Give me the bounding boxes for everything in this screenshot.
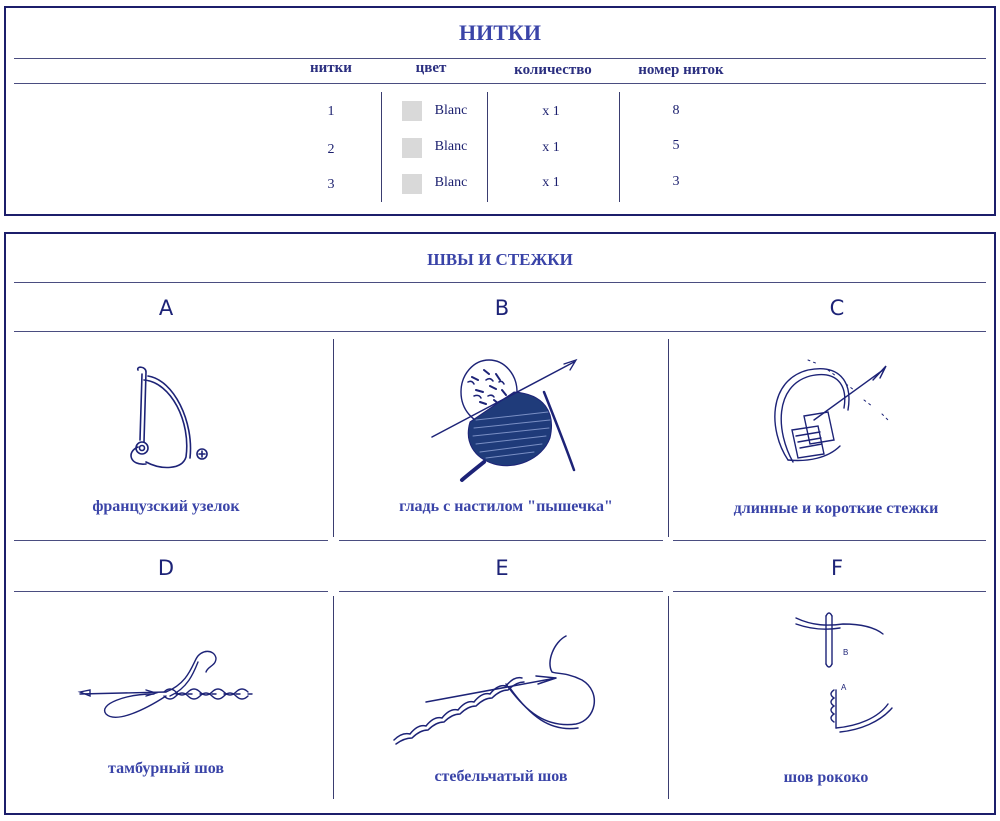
french-knot-icon: [116, 362, 226, 472]
stitch-caption-e: стебельчатый шов: [434, 768, 568, 785]
table-col-sep-2: [487, 92, 488, 202]
stem-stitch-icon: [386, 632, 606, 752]
row-1-bottom-divider-a: [14, 540, 328, 541]
letters-row-2-divider-c: [673, 591, 986, 592]
stitch-letter-a: A: [158, 296, 174, 320]
table-row-1-thread: 1: [327, 104, 335, 119]
stitch-caption-a: французский узелок: [92, 498, 240, 515]
stitch-caption-c: длинные и короткие стежки: [733, 500, 939, 517]
header-color: цвет: [415, 60, 447, 76]
table-row-3-color: Blanc: [434, 175, 468, 190]
table-row-1-quantity: x 1: [542, 104, 560, 119]
table-row-3-quantity: x 1: [542, 175, 560, 190]
padded-satin-stitch-icon: [424, 352, 584, 482]
table-col-sep-3: [619, 92, 620, 202]
stitch-letter-d: D: [157, 556, 175, 580]
grid-sep-1-top: [333, 339, 334, 537]
stitch-letter-b: B: [494, 296, 510, 320]
color-swatch: [402, 138, 422, 158]
table-row-3-thread: 3: [327, 177, 335, 192]
stitches-title: ШВЫ И СТЕЖКИ: [427, 250, 573, 269]
rococo-stitch-icon: [788, 608, 898, 743]
threads-title: НИТКИ: [459, 20, 541, 45]
table-row-2-color: Blanc: [434, 139, 468, 154]
color-swatch: [402, 101, 422, 121]
rococo-label-b: B: [843, 648, 849, 657]
letters-row-1-divider: [14, 331, 986, 332]
rococo-label-a: A: [841, 683, 847, 692]
grid-sep-2-bottom: [668, 596, 669, 799]
stitch-letter-c: C: [829, 296, 845, 320]
color-swatch: [402, 174, 422, 194]
stitch-caption-d: тамбурный шов: [108, 760, 224, 777]
stitch-letter-e: E: [495, 556, 509, 580]
long-short-stitch-icon: [758, 350, 928, 470]
threads-panel: [4, 6, 996, 216]
stitches-panel: [4, 232, 996, 815]
header-number: номер ниток: [638, 62, 724, 78]
row-1-bottom-divider-c: [673, 540, 986, 541]
table-col-sep-1: [381, 92, 382, 202]
grid-sep-1-bottom: [333, 596, 334, 799]
chain-stitch-icon: [76, 644, 266, 734]
header-thread: нитки: [310, 60, 352, 76]
table-row-1-number: 8: [672, 103, 680, 118]
threads-title-divider: [14, 58, 986, 59]
stitch-caption-b: гладь с настилом "пышечка": [399, 498, 613, 515]
table-row-1-color: Blanc: [434, 103, 468, 118]
stitches-title-divider: [14, 282, 986, 283]
stitch-caption-f: шов рококо: [783, 769, 869, 786]
header-quantity: количество: [514, 62, 592, 78]
grid-sep-2-top: [668, 339, 669, 537]
letters-row-2-divider-b: [339, 591, 663, 592]
table-row-2-quantity: x 1: [542, 140, 560, 155]
table-row-3-number: 3: [672, 174, 680, 189]
threads-header-divider: [14, 83, 986, 84]
letters-row-2-divider-a: [14, 591, 328, 592]
table-row-2-number: 5: [672, 138, 680, 153]
stitch-letter-f: F: [830, 556, 844, 580]
row-1-bottom-divider-b: [339, 540, 663, 541]
table-row-2-thread: 2: [327, 142, 335, 157]
